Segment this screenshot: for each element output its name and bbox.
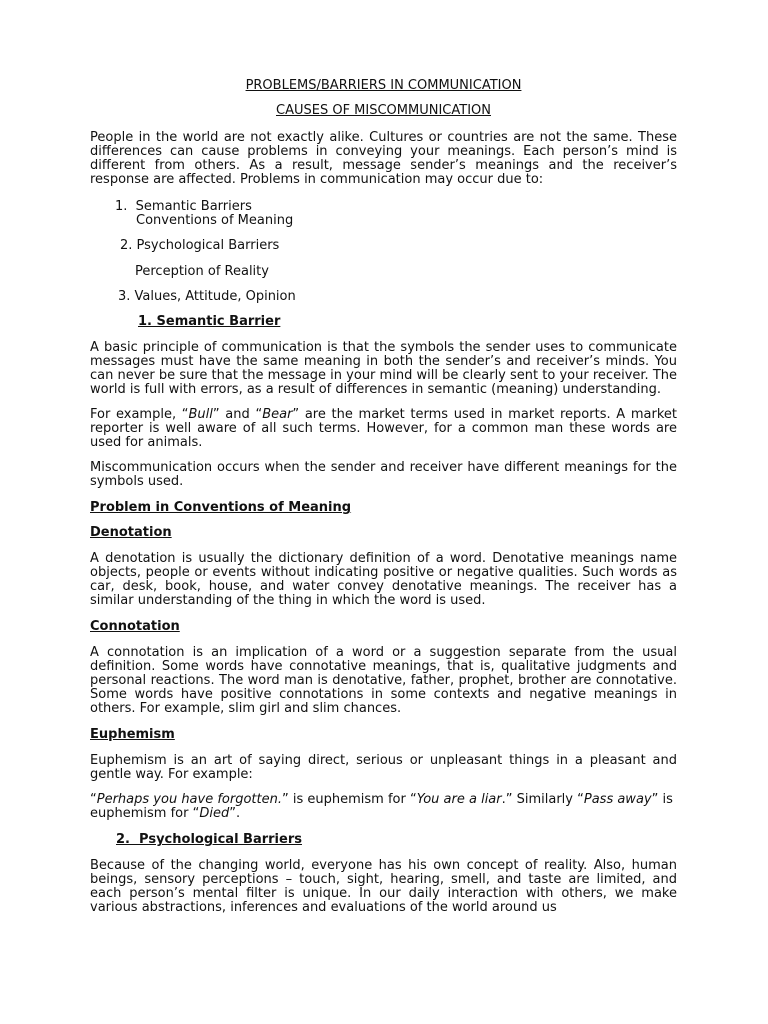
connotation-paragraph: A connotation is an implication of a word or a suggestion separate from the usual definition. Some words have connotative meanings, that is, qualitative judgments and personal reactions. The word man is denotative, father, prophet, brother are connotative. Some words have positive connotations in some contexts and negative meanings in others. For example, slim girl and slim chances. xyxy=(90,645,677,716)
document-title: PROBLEMS/BARRIERS IN COMMUNICATION xyxy=(245,78,522,93)
semantic-barrier-heading: 1. Semantic Barrier xyxy=(138,314,281,329)
list-item-1-sub: Conventions of Meaning xyxy=(136,213,294,228)
list-item-1-label: Semantic Barriers xyxy=(135,199,252,214)
intro-paragraph: People in the world are not exactly alike. Cultures or countries are not the same. These differences can cause problems in conveying your meanings. Each person’s mind is different from others. As a result, message sender’s meanings and the receiver’s response are affected. Problems in communication may occur due to: xyxy=(90,130,677,187)
semantic-paragraph-2 xyxy=(90,408,677,450)
term-bull: Bull xyxy=(188,407,213,422)
example-forgotten: Perhaps you have forgotten. xyxy=(96,792,282,807)
psychological-paragraph: Because of the changing world, everyone has his own concept of reality. Also, human beings, sensory perceptions – touch, sight, hearing, smell, and taste are limited, and each person’s mental filter is unique. In our daily interaction with others, we make various abstractions, inferences and evaluations of the world around us xyxy=(90,858,677,915)
document-subtitle: CAUSES OF MISCOMMUNICATION xyxy=(276,103,491,118)
denotation-paragraph: A denotation is usually the dictionary definition of a word. Denotative meanings name objects, people or events without indicating positive or negative qualities. Such words as car, desk, book, house, and water convey denotative meanings. The receiver has a similar understanding of the thing in which the word is used. xyxy=(90,551,677,608)
term-bear: Bear xyxy=(262,407,293,422)
list-item-1-number: 1. xyxy=(115,199,128,214)
euphemism-example xyxy=(90,793,677,821)
text-fragment: ” is euphemism for “ xyxy=(90,792,673,821)
text-fragment: “ xyxy=(90,792,97,807)
text-fragment: ” is euphemism for “ xyxy=(282,792,417,807)
causes-list xyxy=(90,200,677,304)
euphemism-paragraph: Euphemism is an art of saying direct, serious or unpleasant things in a pleasant and gentle way. For example: xyxy=(90,753,677,782)
semantic-paragraph-3: Miscommunication occurs when the sender and receiver have different meanings for the symbols used. xyxy=(90,460,677,489)
example-pass-away: Pass away xyxy=(583,792,652,807)
psychological-barriers-heading: 2. Psychological Barriers xyxy=(116,832,302,847)
denotation-heading: Denotation xyxy=(90,525,172,540)
example-liar: You are a liar xyxy=(416,792,502,807)
semantic-paragraph-1: A basic principle of communication is that the symbols the sender uses to communicate messages must have the same meaning in both the sender’s and receiver’s minds. You can never be sure that the message in your mind will be clearly sent to your receiver. The world is full with errors, as a result of differences in semantic (meaning) understanding. xyxy=(90,340,677,397)
conventions-heading: Problem in Conventions of Meaning xyxy=(90,500,352,515)
list-item-2-sub: Perception of Reality xyxy=(135,264,269,279)
text-fragment: ” are the market terms used in market reports. A market reporter is well aware of all such terms. However, for a common man these words are used for animals. xyxy=(90,407,677,450)
text-fragment: For example, “ xyxy=(90,407,189,422)
euphemism-heading: Euphemism xyxy=(90,727,175,742)
text-fragment: ” and “ xyxy=(212,407,263,422)
text-fragment: .” Similarly “ xyxy=(501,792,584,807)
example-died: Died xyxy=(199,806,230,821)
list-item-1 xyxy=(90,200,677,214)
text-fragment: ”. xyxy=(229,806,241,821)
list-item-2: 2. Psychological Barriers xyxy=(120,238,280,253)
list-item-3: 3. Values, Attitude, Opinion xyxy=(118,289,296,304)
connotation-heading: Connotation xyxy=(90,619,180,634)
